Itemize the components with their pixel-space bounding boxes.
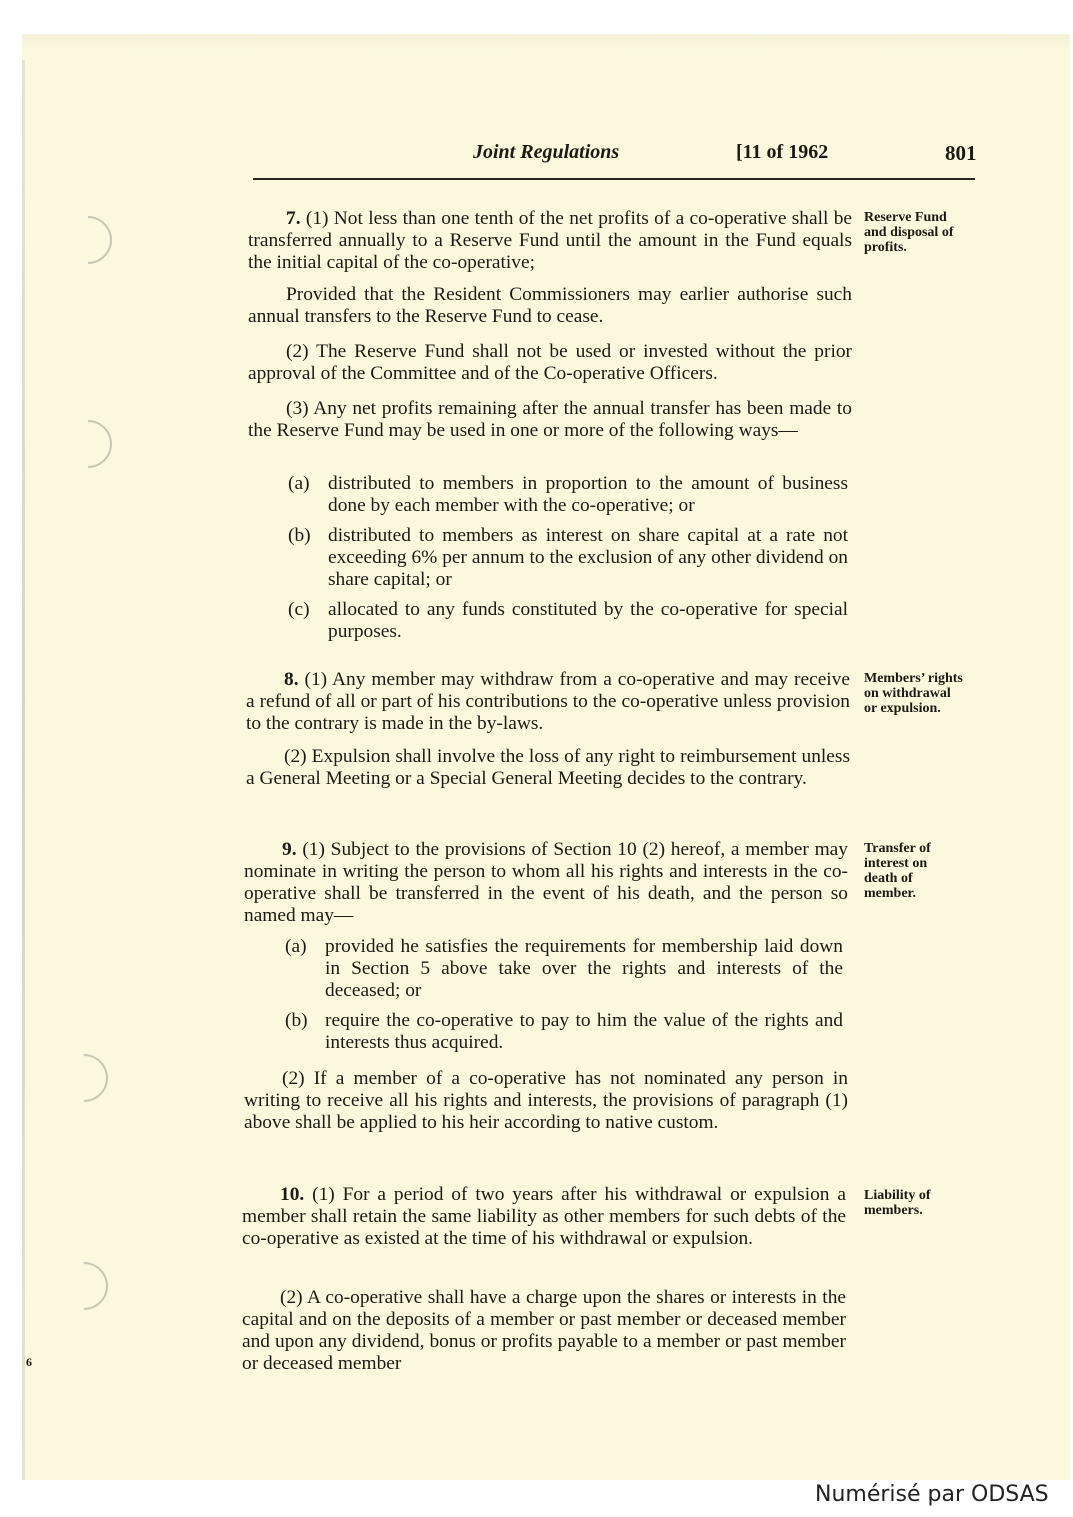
act-reference: [11 of 1962 bbox=[736, 141, 829, 163]
section-9-item-b: (b) require the co-operative to pay to him the value of the rights and interests thus acquired. bbox=[285, 1010, 843, 1053]
margin-note-s9: Transfer of interest on death of member. bbox=[864, 841, 931, 901]
section-10-para-1: 10. (1) For a period of two years after his withdrawal or expulsion a member shall retain the same liability as other members for such debts of the co-operative as existed at the time of his withdrawal or expulsion. bbox=[242, 1184, 846, 1249]
page-number: 801 bbox=[945, 141, 977, 165]
page-top-band bbox=[22, 34, 1070, 50]
margin-note-s8: Members’ rights on withdrawal or expulsion. bbox=[864, 671, 963, 716]
section-7-para-2: (2) The Reserve Fund shall not be used or invested without the prior approval of the Committee and of the Co-operative Officers. bbox=[248, 341, 852, 384]
section-10-para-2: (2) A co-operative shall have a charge upon the shares or interests in the capital and on the deposits of a member or past member or deceased member and upon any dividend, bonus or profits payable to a member or past member or deceased member bbox=[242, 1287, 846, 1374]
section-7-para-3: (3) Any net profits remaining after the annual transfer has been made to the Reserve Fund may be used in one or more of the following ways— bbox=[248, 398, 852, 441]
header-rule bbox=[253, 178, 975, 180]
section-number: 7. bbox=[286, 208, 301, 229]
section-8-para-2: (2) Expulsion shall involve the loss of any right to reimbursement unless a General Meeting or a Special General Meeting decides to the contrary. bbox=[246, 746, 850, 789]
margin-note-s10: Liability of members. bbox=[864, 1188, 931, 1218]
edge-mark: 6 bbox=[26, 1355, 32, 1369]
section-7-item-a: (a) distributed to members in proportion to the amount of business done by each member with the co-operative; or bbox=[288, 473, 848, 516]
running-title: Joint Regulations bbox=[473, 141, 620, 163]
section-7-item-c: (c) allocated to any funds constituted by the co-operative for special purposes. bbox=[288, 599, 848, 642]
digitization-credit: Numérisé par ODSAS bbox=[815, 1482, 1049, 1507]
section-number: 10. bbox=[280, 1184, 305, 1205]
section-number: 8. bbox=[284, 669, 299, 690]
section-9-para-2: (2) If a member of a co-operative has not nominated any person in writing to receive all his rights and interests, the provisions of paragraph (1) above shall be applied to his heir according to native custom. bbox=[244, 1068, 848, 1133]
page-left-edge bbox=[22, 60, 25, 1480]
section-7-para-1: 7. (1) Not less than one tenth of the net profits of a co-operative shall be transferred annually to a Reserve Fund until the amount in the Fund equals the initial capital of the co-operative; bbox=[248, 208, 852, 273]
margin-note-s7: Reserve Fund and disposal of profits. bbox=[864, 210, 954, 255]
section-9-item-a: (a) provided he satisfies the requirements for membership laid down in Section 5 above take over the rights and interests of the deceased; or bbox=[285, 936, 843, 1001]
section-7-proviso: Provided that the Resident Commissioners may earlier authorise such annual transfers to the Reserve Fund to cease. bbox=[248, 284, 852, 327]
section-9-para-1: 9. (1) Subject to the provisions of Section 10 (2) hereof, a member may nominate in writing the person to whom all his rights and interests in the co-operative shall be transferred in the event of his death, and the person so named may— bbox=[244, 839, 848, 926]
section-number: 9. bbox=[282, 839, 297, 860]
section-8-para-1: 8. (1) Any member may withdraw from a co-operative and may receive a refund of all or part of his contributions to the co-operative unless provision to the contrary is made in the by-laws. bbox=[246, 669, 850, 734]
section-7-item-b: (b) distributed to members as interest on share capital at a rate not exceeding 6% per annum to the exclusion of any other dividend on share capital; or bbox=[288, 525, 848, 590]
